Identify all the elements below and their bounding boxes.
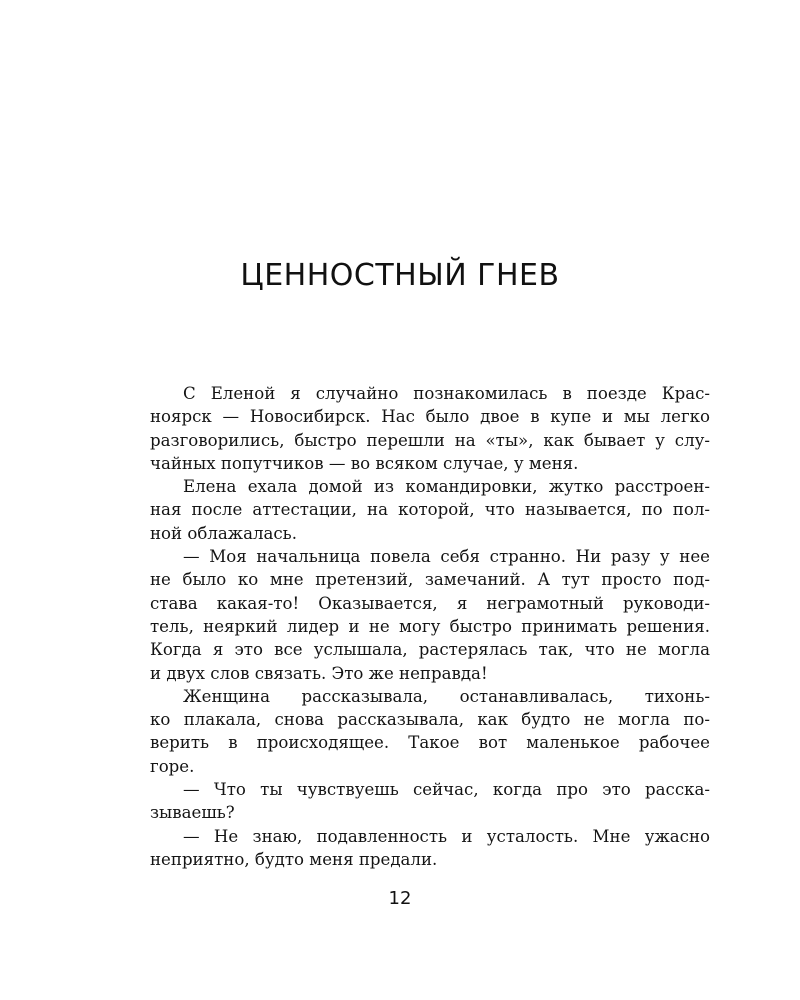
text-line: Когда я это все услышала, растерялась так, что не могла	[150, 640, 710, 660]
page-number: 12	[388, 888, 412, 909]
text-line: тель, неяркий лидер и не могу быстро принимать решения.	[150, 616, 710, 636]
text-line: зываешь?	[150, 803, 235, 823]
text-line: — Что ты чувствуешь сейчас, когда про это расска-	[183, 780, 710, 800]
chapter-title: ЦЕННОСТНЫЙ ГНЕВ	[240, 258, 560, 293]
paragraph	[150, 475, 710, 545]
paragraph	[150, 825, 710, 872]
text-line: верить в происходящее. Такое вот маленькое рабочее	[150, 733, 710, 753]
text-line: става какая-то! Оказывается, я неграмотный руководи-	[150, 593, 710, 613]
text-line: Елена ехала домой из командировки, жутко расстроен-	[183, 477, 710, 497]
text-line: С Еленой я случайно познакомилась в поезде Крас-	[183, 384, 710, 403]
text-line: горе.	[150, 756, 195, 776]
paragraph	[150, 685, 710, 778]
text-line: неприятно, будто меня предали.	[150, 849, 438, 869]
text-line: не было ко мне претензий, замечаний. А тут просто под-	[150, 570, 710, 590]
text-line: — Не знаю, подавленность и усталость. Мне ужасно	[183, 826, 710, 846]
text-line: ноярск — Новосибирск. Нас было двое в купе и мы легко	[150, 407, 710, 427]
text-line: Женщина рассказывала, останавливалась, тихонь-	[183, 686, 710, 706]
text-line: разговорились, быстро перешли на «ты», как бывает у слу-	[150, 430, 710, 450]
paragraph	[150, 545, 710, 685]
text-line: ко плакала, снова рассказывала, как будто не могла по-	[150, 710, 710, 730]
paragraph	[150, 778, 710, 825]
paragraph	[150, 382, 710, 475]
text-line: чайных попутчиков — во всяком случае, у меня.	[150, 453, 579, 473]
text-line: — Моя начальница повела себя странно. Ни разу у нее	[183, 547, 710, 567]
text-line: ная после аттестации, на которой, что называется, по пол-	[150, 500, 710, 520]
body-text	[150, 382, 710, 871]
text-line: и двух слов связать. Это же неправда!	[150, 663, 488, 683]
text-line: ной облажалась.	[150, 523, 297, 543]
